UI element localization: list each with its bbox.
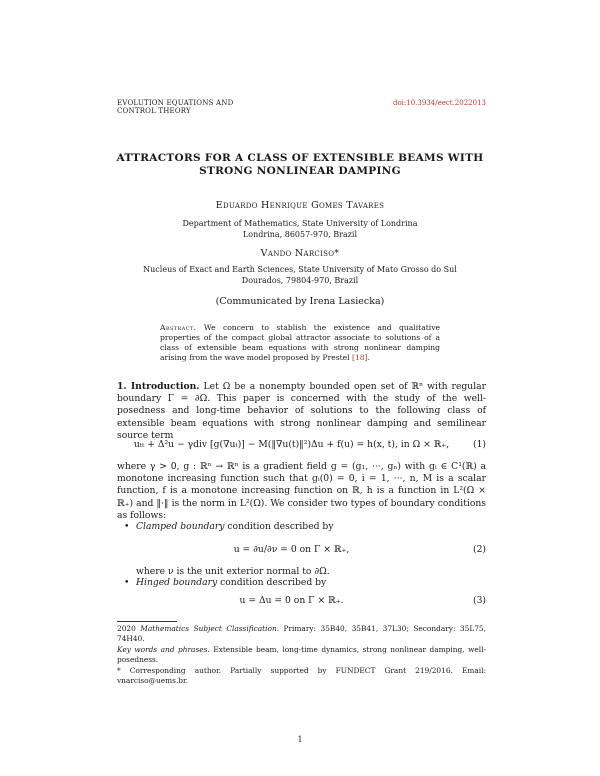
- communicated-by: (Communicated by Irena Lasiecka): [215, 296, 385, 307]
- bullet-clamped-label: Clamped boundary: [136, 521, 225, 532]
- msc-prefix: 2020: [117, 624, 141, 633]
- abstract: [160, 323, 440, 363]
- title-line1: ATTRACTORS FOR A CLASS OF EXTENSIBLE BEAMS WITH: [116, 152, 484, 164]
- equation-1-number: (1): [472, 439, 486, 450]
- equation-3-number: (3): [472, 595, 486, 606]
- author-1-name: Eduardo Henrique Gomes Tavares: [215, 200, 385, 211]
- author-2-affil-line1: Nucleus of Exact and Earth Sciences, State University of Mato Grosso do Sul: [143, 265, 457, 274]
- footnote-keywords: [117, 645, 486, 664]
- section-heading: 1. Introduction.: [117, 381, 200, 392]
- author-1-affil-line1: Department of Mathematics, State University of Londrina: [182, 219, 418, 228]
- equation-1-expression: uₜₜ + Δ²u − γdiv [g(∇uₜ)] − M(‖∇u(t)‖²)Δu + f(u) = h(x, t), in Ω × ℝ₊,: [133, 439, 450, 450]
- equation-3: [117, 595, 486, 607]
- boundary-paragraph: where γ > 0, g : ℝⁿ → ℝⁿ is a gradient field g = (g₁, ···, gₙ) with gᵢ ∈ C¹(ℝ) a monotone increasing function such that gᵢ(0) = 0, i = 1, ···, n, M is a scalar function, f is a monotone increasing function on ℝ, h is a function in L²(Ω × ℝ₊) and ‖·‖ is the norm in L²(Ω). We consider two types of boundary conditions as follows:: [117, 461, 486, 521]
- abstract-text: We concern to stablish the existence and qualitative properties of the compact global attractor associate to solutions of a class of extensible beam equations with strong nonlinear damping arising from the wave model proposed by Prestel: [160, 323, 440, 362]
- where-nu-text: where ν is the unit exterior normal to ∂Ω.: [136, 566, 330, 577]
- author-2-affiliation: [100, 265, 500, 286]
- equation-2-number: (2): [472, 544, 486, 555]
- abstract-end: .: [367, 353, 371, 362]
- title-line2: STRONG NONLINEAR DAMPING: [199, 165, 401, 177]
- bullet-dot: •: [124, 577, 130, 588]
- bullet-hinged-text: condition described by: [217, 577, 327, 588]
- journal-name: [117, 99, 233, 115]
- author-2-name: Vando Narciso*: [260, 248, 340, 259]
- footnote-rule: [117, 621, 177, 622]
- bullet-hinged-label: Hinged boundary: [136, 577, 218, 588]
- page-number: 1: [297, 735, 303, 744]
- intro-paragraph: [117, 381, 486, 442]
- paper-title: [100, 152, 500, 178]
- msc-text: Primary: 35B40, 35B41, 37L30; Secondary: 35L75, 74H40.: [117, 624, 486, 643]
- equation-3-expression: u = Δu = 0 on Γ × ℝ₊.: [239, 595, 344, 606]
- journal-name-line2: CONTROL THEORY: [117, 107, 191, 115]
- journal-name-line1: EVOLUTION EQUATIONS AND: [117, 99, 234, 107]
- citation-link[interactable]: [18]: [352, 353, 368, 362]
- keywords-text: Extensible beam, long-time dynamics, strong nonlinear damping, well-posedness.: [117, 645, 486, 664]
- footnote-msc: [117, 624, 486, 643]
- bullet-clamped-text: condition described by: [224, 521, 334, 532]
- keywords-label: Key words and phrases.: [117, 645, 210, 654]
- equation-1: [117, 439, 486, 451]
- bullet-dot: •: [124, 521, 130, 532]
- author-1-affil-line2: Londrina, 86057-970, Brazil: [242, 229, 358, 239]
- doi-link[interactable]: doi:10.3934/eect.2022013: [392, 99, 486, 107]
- bullet-hinged: [124, 577, 486, 589]
- author-1-affiliation: [100, 219, 500, 240]
- equation-2-expression: u = ∂u/∂ν = 0 on Γ × ℝ₊,: [233, 544, 350, 555]
- equation-2: [117, 544, 486, 556]
- msc-label: Mathematics Subject Classification.: [140, 624, 280, 633]
- bullet-clamped: [124, 521, 486, 533]
- footnote-corresponding: * Corresponding author. Partially supported by FUNDECT Grant 219/2016. Email: vnarciso@uems.br.: [117, 666, 486, 685]
- intro-text: Let Ω be a nonempty bounded open set of ℝⁿ with regular boundary Γ = ∂Ω. This paper is concerned with the study of the well-posedness and long-time behavior of solutions to the following class of extensible beam equations with strong nonlinear damping and semilinear source term: [117, 381, 486, 441]
- author-2-affil-line2: Dourados, 79804-970, Brazil: [241, 275, 359, 285]
- abstract-label: Abstract.: [160, 323, 197, 332]
